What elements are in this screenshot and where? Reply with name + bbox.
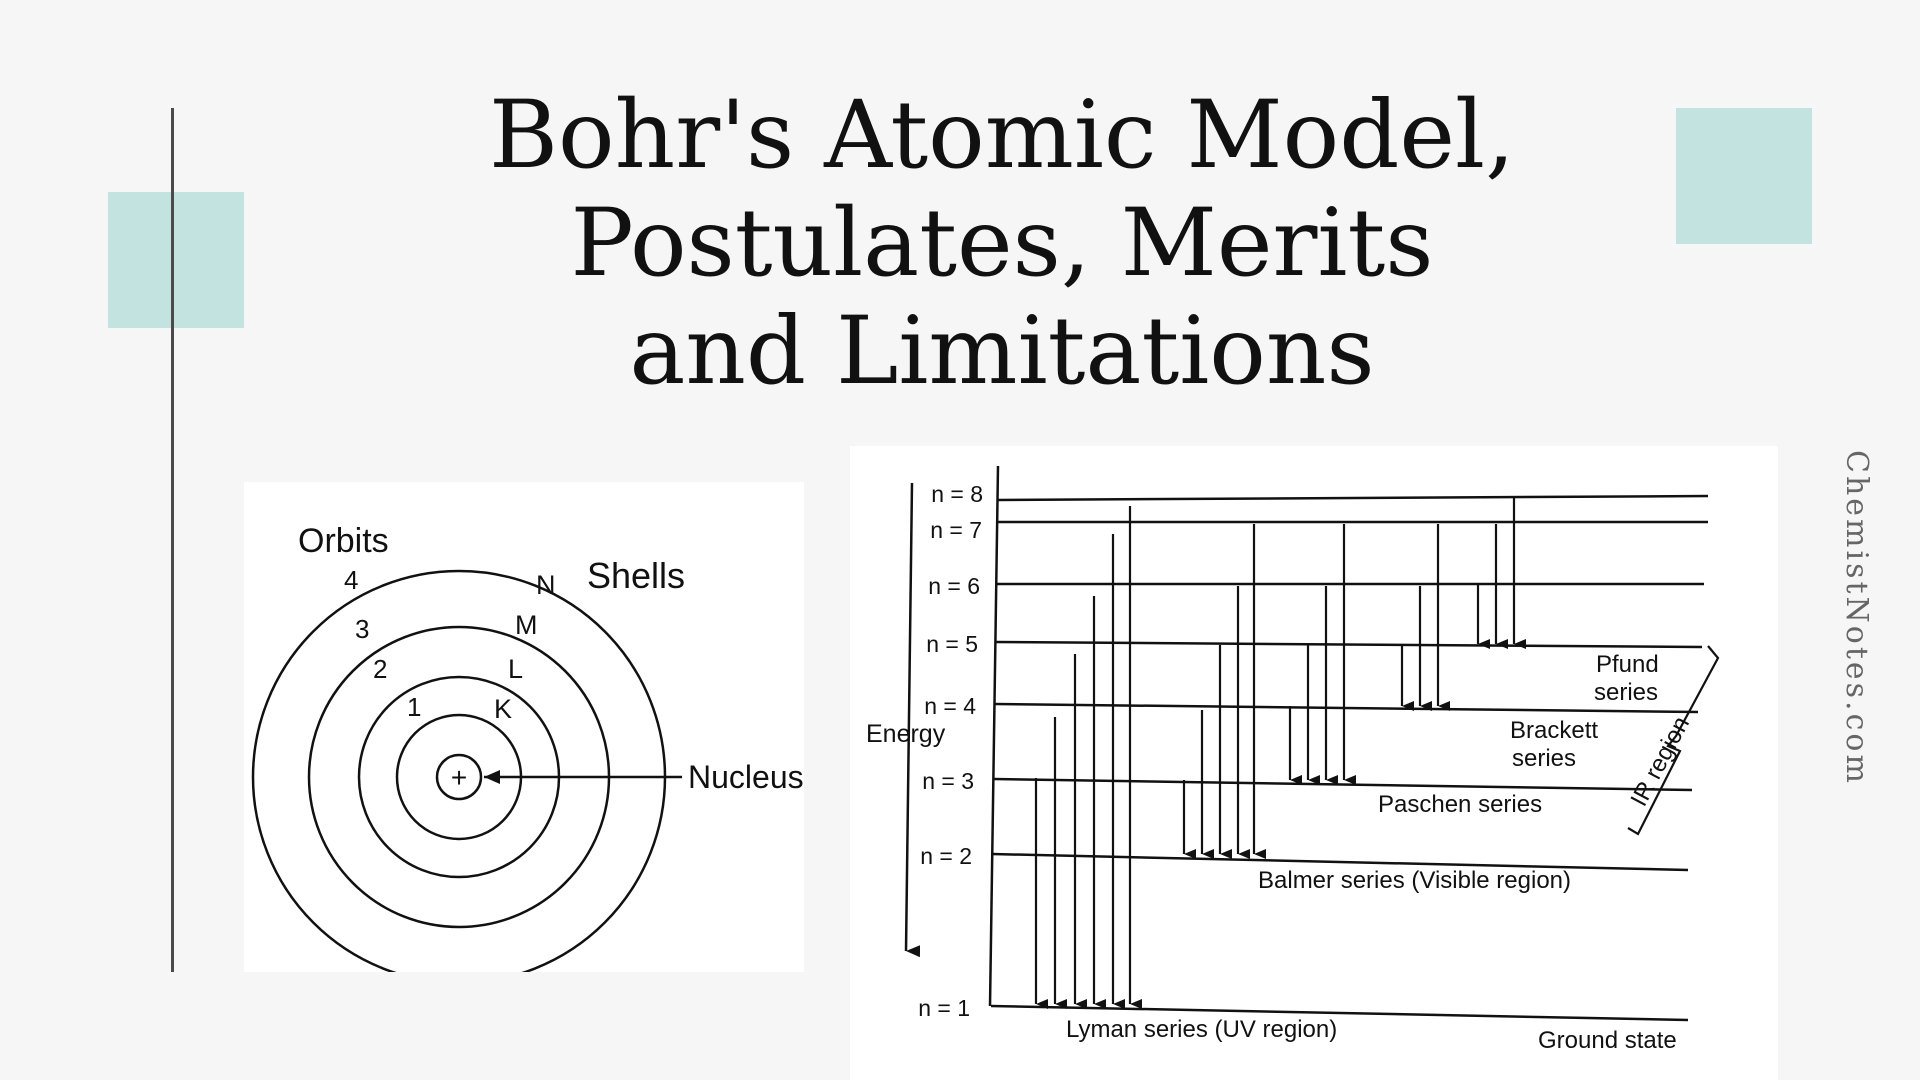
- energy-axis-arrow: [906, 483, 912, 951]
- decorative-vertical-line: [171, 108, 174, 972]
- level-left-boundary: [990, 466, 998, 1006]
- title-line-2: Postulates, Merits: [570, 189, 1434, 298]
- orbit-number-3: 3: [355, 614, 370, 644]
- lyman-series-label: Lyman series (UV region): [1066, 1016, 1338, 1043]
- paschen-series-label: Paschen series: [1378, 791, 1543, 818]
- orbit-number-2: 2: [373, 654, 388, 684]
- pfund-series-label-2: series: [1594, 679, 1659, 706]
- ir-region-label: IR region: [1625, 712, 1696, 811]
- energy-level-panel: [850, 446, 1778, 1080]
- level-label-n8: n = 8: [931, 481, 983, 507]
- level-line-n5: [996, 642, 1702, 647]
- decorative-square-right: [1676, 108, 1812, 244]
- level-line-n4: [995, 704, 1698, 712]
- shell-letter-l: L: [508, 654, 524, 684]
- shell-letter-m: M: [515, 610, 538, 640]
- transition-arrows: [1036, 498, 1514, 1004]
- balmer-series-label: Balmer series (Visible region): [1258, 867, 1572, 894]
- orbit-number-4: 4: [344, 565, 359, 595]
- level-label-n5: n = 5: [926, 631, 978, 657]
- brackett-series-label-2: series: [1512, 745, 1577, 772]
- orbits-label: Orbits: [298, 522, 389, 560]
- nucleus-symbol: +: [450, 762, 468, 793]
- level-label-n7: n = 7: [930, 517, 982, 543]
- level-line-n3: [994, 779, 1692, 790]
- orbit-diagram: [244, 482, 804, 972]
- page-title: [380, 82, 1624, 406]
- shell-letter-k: K: [494, 694, 513, 724]
- title-line-1: Bohr's Atomic Model,: [488, 81, 1515, 190]
- orbit-diagram-panel: [244, 482, 804, 972]
- ground-state-label: Ground state: [1538, 1027, 1677, 1054]
- brackett-series-label-1: Brackett: [1510, 717, 1599, 744]
- level-label-n6: n = 6: [928, 573, 980, 599]
- site-watermark: ChemistNotes.com: [1839, 450, 1874, 786]
- shells-label: Shells: [587, 555, 686, 596]
- decorative-square-left: [108, 192, 244, 328]
- title-line-3: and Limitations: [629, 297, 1375, 406]
- level-label-n3: n = 3: [922, 768, 974, 794]
- level-label-n2: n = 2: [920, 843, 972, 869]
- energy-level-diagram: [850, 446, 1778, 1080]
- shell-letter-n: N: [536, 570, 556, 600]
- energy-axis-label: Energy: [866, 720, 946, 748]
- nucleus-pointer-arrowhead: [484, 770, 500, 784]
- level-line-n8: [998, 496, 1708, 500]
- level-label-n4: n = 4: [924, 693, 976, 719]
- level-label-n1: n = 1: [918, 995, 970, 1021]
- nucleus-label: Nucleus: [688, 759, 804, 795]
- orbit-number-1: 1: [407, 692, 422, 722]
- pfund-series-label-1: Pfund: [1596, 651, 1659, 678]
